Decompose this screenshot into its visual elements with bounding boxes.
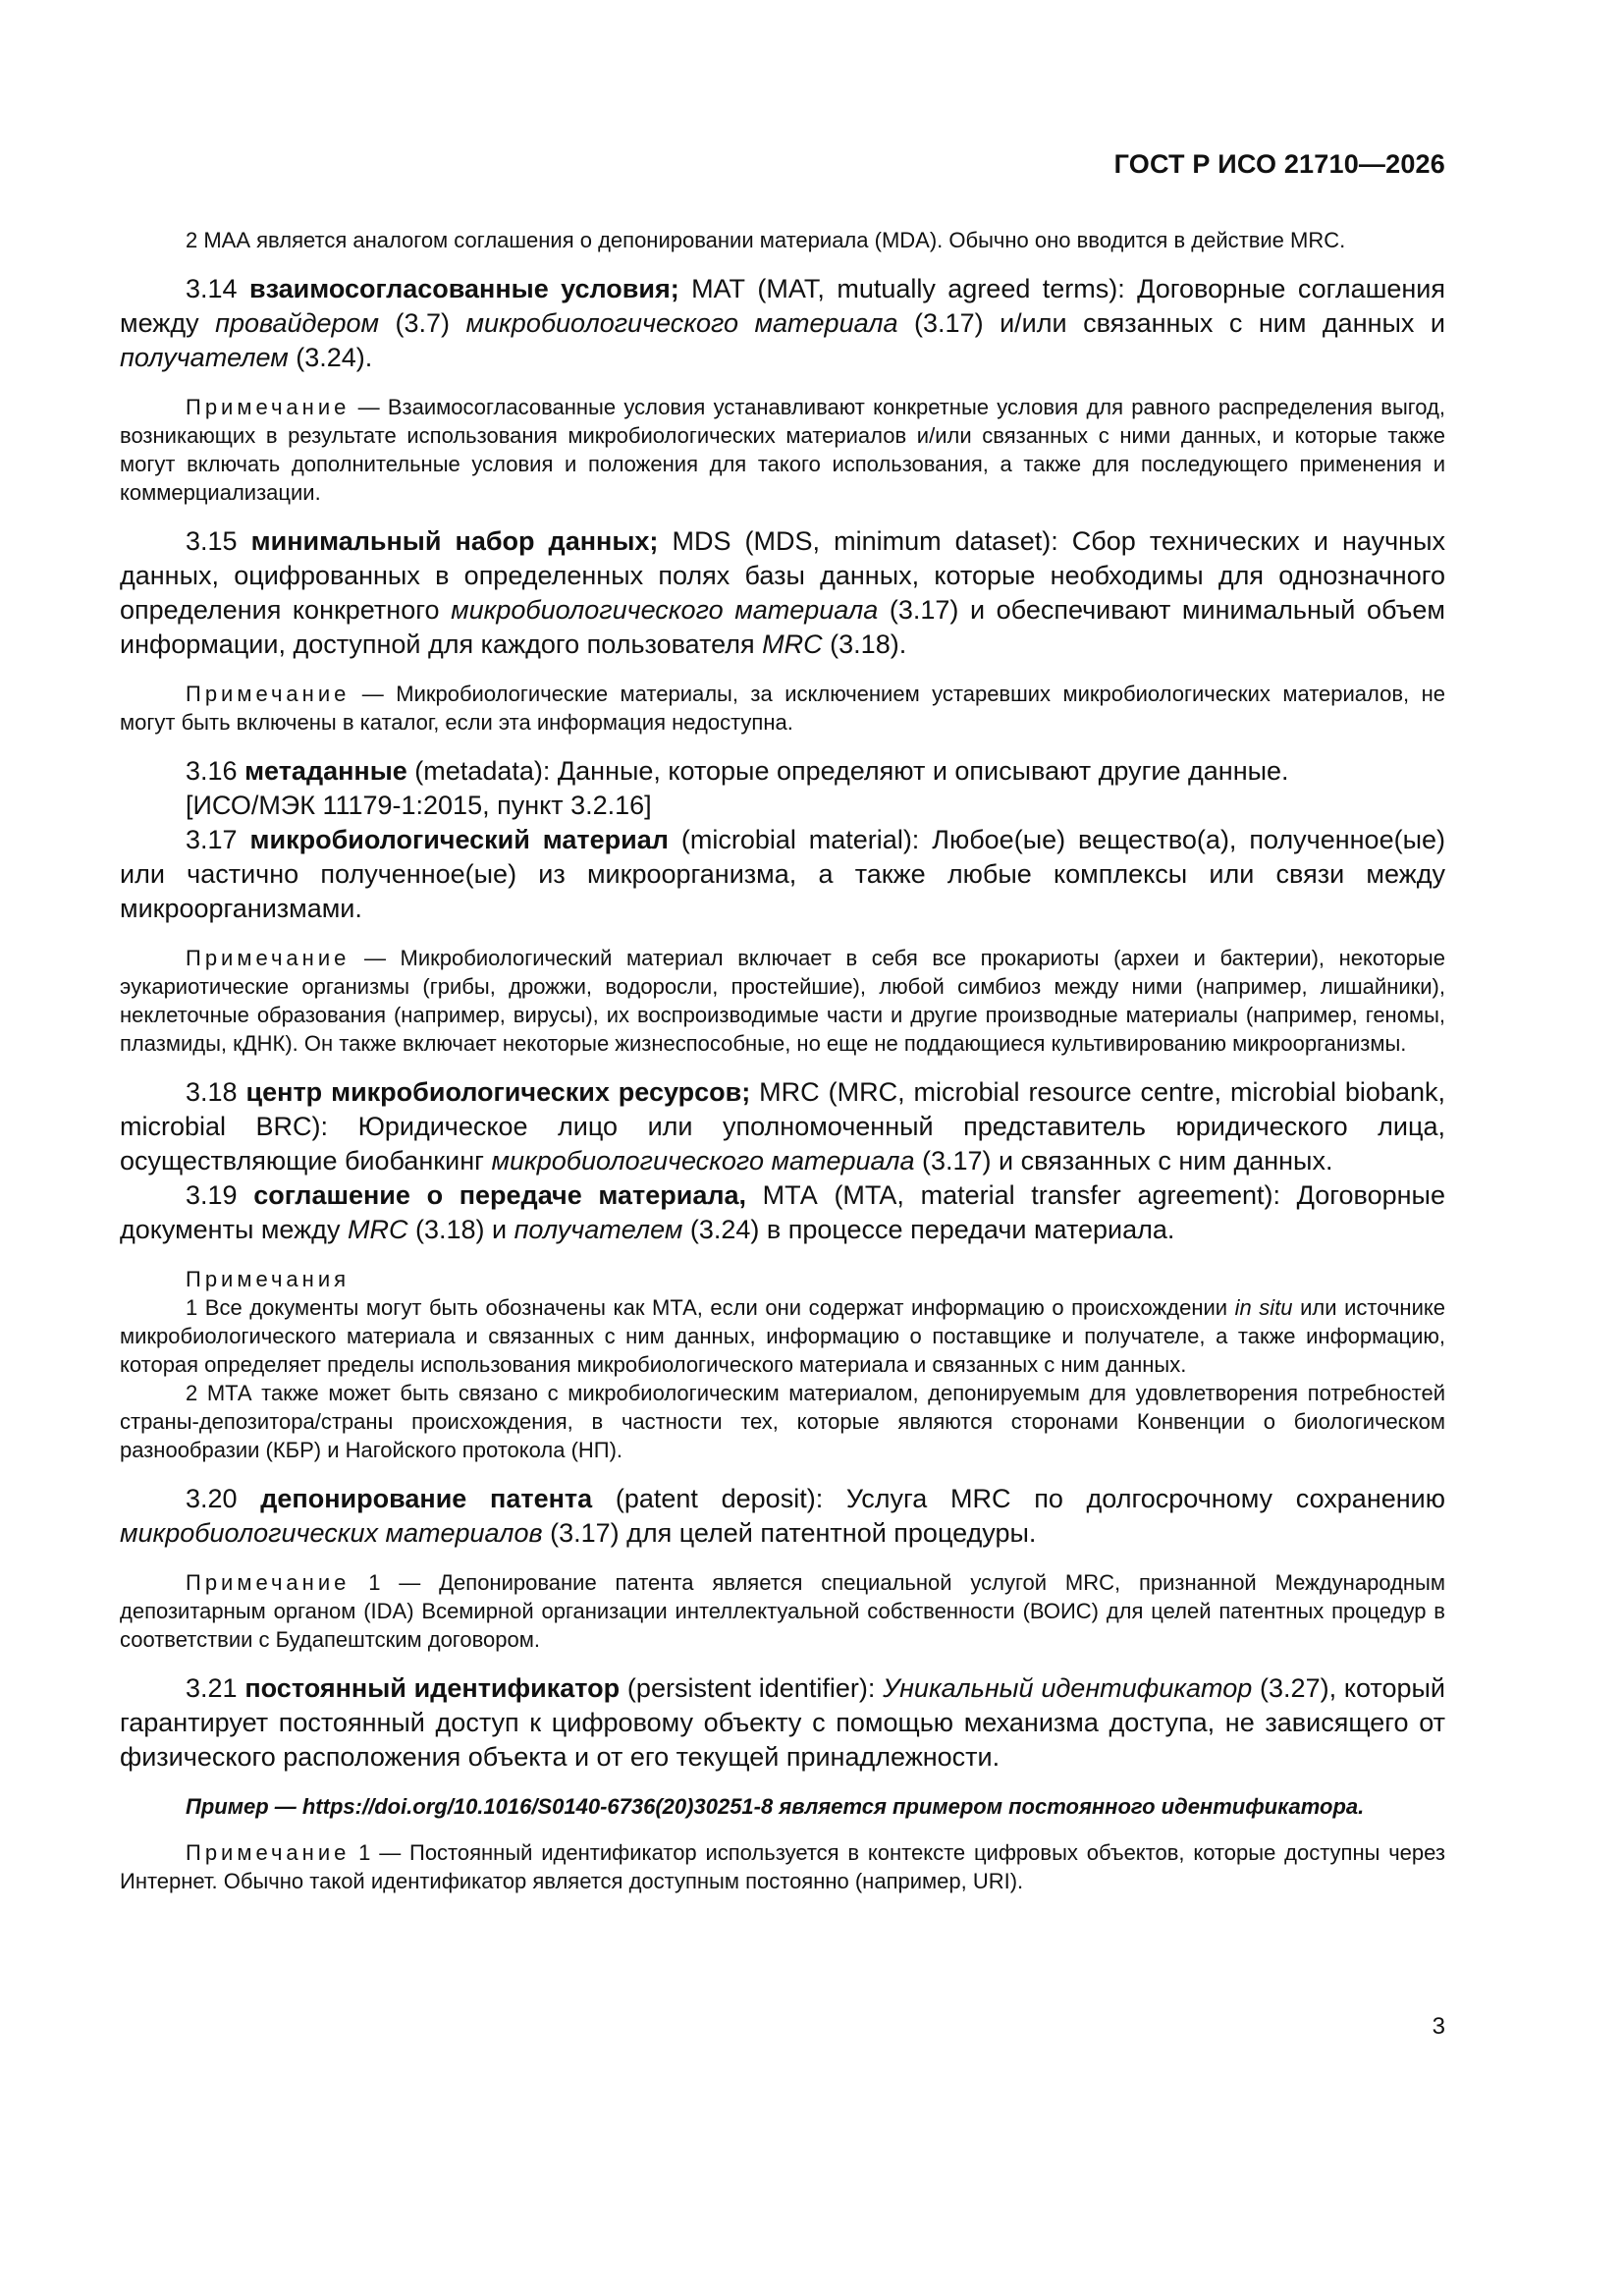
term-3-17: 3.17 микробиологический материал (microbial material): Любое(ые) вещество(а), полученное(ые) или частично полученное(ые) из микроорганизма, а также любые комплексы или связи между микроорганизмами.: [120, 825, 1445, 923]
note-3-14: Примечание — Взаимосогласованные условия устанавливают конкретные условия для равного распределения выгод, возникающих в результате использования микробиологических материалов и/или связанных с ними данных, и которые также могут включать дополнительные условия и положения для такого использования, а также для последующего применения и коммерциализации.: [120, 395, 1446, 505]
example-3-21: Пример — https://doi.org/10.1016/S0140-6736(20)30251-8 является примером постоянного идентификатора.: [186, 1794, 1365, 1819]
note-3-15: Примечание — Микробиологические материалы, за исключением устаревших микробиологических материалов, не могут быть включены в каталог, если эта информация недоступна.: [120, 682, 1445, 735]
note-3-19-2: 2 МТА также может быть связано с микробиологическим материалом, депонируемым для удовлетворения потребностей страны-депозитора/страны происхождения, в частности тех, которые являются сторонами Конвенции о биологическом разнообразии (КБР) и Нагойского протокола (НП).: [120, 1381, 1445, 1462]
term-title: соглашение о передаче материала,: [253, 1180, 747, 1210]
term-3-15: 3.15 минимальный набор данных; MDS (MDS, minimum dataset): Сбор технических и научных данных, оцифрованных в определенных полях базы данных, которые необходимы для однозначного определения конкретного микробиологического материала (3.17) и обеспечивают минимальный объем информации, доступной для каждого пользователя MRC (3.18).: [120, 526, 1445, 659]
document-body: [120, 226, 1445, 1895]
term-3-21: 3.21 постоянный идентификатор (persistent identifier): Уникальный идентификатор (3.27), который гарантирует постоянный доступ к цифровому объекту с помощью механизма доступа, не зависящего от физического расположения объекта и от его текущей принадлежности.: [120, 1673, 1445, 1772]
notes-heading-3-19: Примечания: [186, 1267, 351, 1291]
term-title: депонирование патента: [260, 1484, 593, 1513]
term-3-19: 3.19 соглашение о передаче материала, МТА (MTA, material transfer agreement): Договорные документы между MRC (3.18) и получателем (3.24) в процессе передачи материала.: [120, 1180, 1445, 1244]
term-3-16: 3.16 метаданные (metadata): Данные, которые определяют и описывают другие данные.: [186, 756, 1289, 786]
term-title: минимальный набор данных;: [250, 526, 659, 556]
note-mda: 2 МАА является аналогом соглашения о депонировании материала (MDA). Обычно оно вводится в действие MRC.: [186, 228, 1346, 252]
term-title: микробиологический материал: [249, 825, 669, 854]
term-title: центр микробиологических ресурсов;: [245, 1077, 751, 1107]
term-title: метаданные: [244, 756, 407, 786]
term-3-16-source: [ИСО/МЭК 11179-1:2015, пункт 3.2.16]: [186, 791, 652, 820]
term-title: постоянный идентификатор: [244, 1673, 621, 1703]
term-title: взаимосогласованные условия;: [248, 274, 679, 303]
note-3-17: Примечание — Микробиологический материал включает в себя все прокариоты (археи и бактерии), некоторые эукариотические организмы (грибы, дрожжи, водоросли, простейшие), любой симбиоз между ними (например, лишайники), неклеточные образования (например, вирусы), их воспроизводимые части и другие производные материалы (например, геномы, плазмиды, кДНК). Он также включает некоторые жизнеспособные, но еще не поддающиеся культивированию микроорганизмы.: [120, 946, 1445, 1056]
page-number: 3: [1432, 2013, 1445, 2040]
term-3-14: 3.14 взаимосогласованные условия; МАТ (MAT, mutually agreed terms): Договорные соглашения между провайдером (3.7) микробиологического материала (3.17) и/или связанных с ним данных и получателем (3.24).: [120, 274, 1446, 372]
note-3-19-1: 1 Все документы могут быть обозначены как МТА, если они содержат информацию о происхождении in situ или источнике микробиологического материала и связанных с ним данных, информацию о поставщике и получателе, а также информацию, которая определяет пределы использования микробиологического материала и связанных с ним данных.: [120, 1295, 1445, 1377]
document-header: ГОСТ Р ИСО 21710—2026: [1113, 149, 1445, 179]
note-3-20: Примечание 1 — Депонирование патента является специальной услугой MRC, признанной Международным депозитарным органом (IDA) Всемирной организации интеллектуальной собственности (ВОИС) для целей патентных процедур в соответствии с Будапештским договором.: [120, 1570, 1445, 1652]
note-3-21: Примечание 1 — Постоянный идентификатор используется в контексте цифровых объектов, которые доступны через Интернет. Обычно такой идентификатор является доступным постоянно (например, URI).: [120, 1840, 1445, 1893]
term-3-20: 3.20 депонирование патента (patent deposit): Услуга MRC по долгосрочному сохранению микробиологических материалов (3.17) для целей патентной процедуры.: [120, 1484, 1445, 1548]
term-3-18: 3.18 центр микробиологических ресурсов; MRC (MRC, microbial resource centre, microbial biobank, microbial BRC): Юридическое лицо или уполномоченный представитель юридического лица, осуществляющие биобанкинг микробиологического материала (3.17) и связанных с ним данных.: [120, 1077, 1445, 1175]
